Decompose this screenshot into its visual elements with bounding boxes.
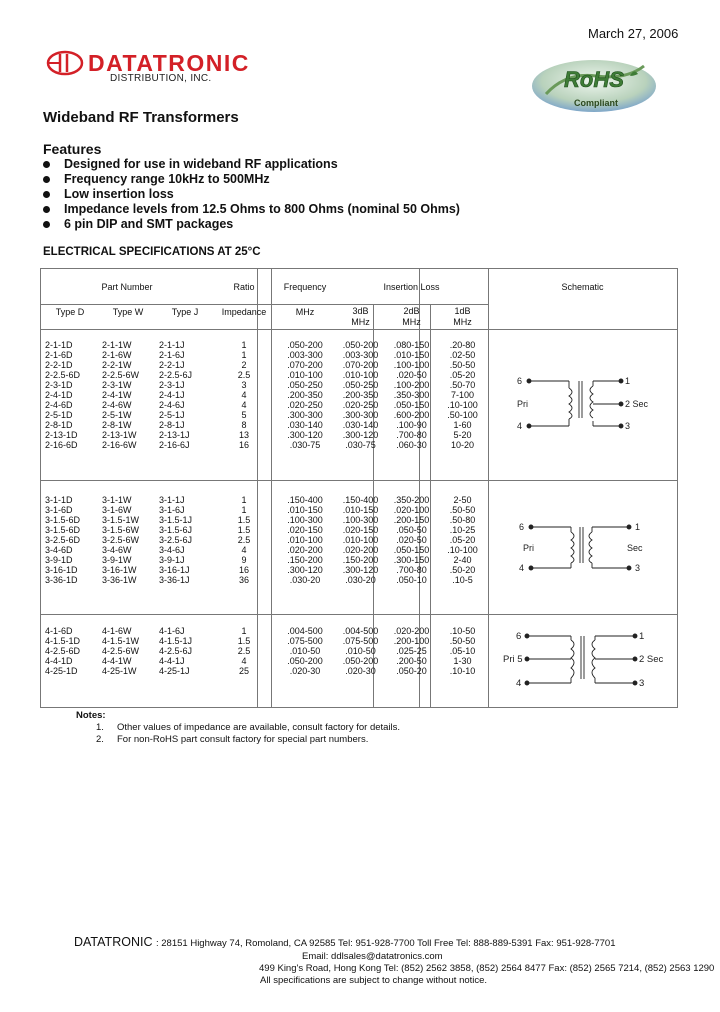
- column-type-w-group-2: [102, 495, 157, 585]
- table-cell: .004-500: [342, 626, 379, 636]
- table-cell: 7-100: [450, 390, 475, 400]
- table-cell: .10-100: [447, 545, 478, 555]
- table-cell: .10-25: [449, 525, 476, 535]
- table-cell: 2-2.5-6D: [45, 370, 81, 380]
- table-cell: 1.5: [237, 515, 251, 525]
- table-cell: .50-20: [449, 565, 476, 575]
- table-cell: 2-8-1D: [45, 420, 73, 430]
- table-cell: 3: [241, 380, 247, 390]
- table-cell: .060-30: [396, 440, 427, 450]
- table-cell: .050-250: [342, 380, 379, 390]
- table-cell: .070-200: [342, 360, 379, 370]
- table-cell: .05-20: [449, 535, 476, 545]
- table-cell: 2-3-1D: [45, 380, 73, 390]
- column-frequency-group-2: [275, 495, 335, 585]
- column-type-w-group-3: [102, 626, 157, 676]
- rohs-badge: [526, 54, 662, 118]
- table-cell: .700-80: [396, 430, 427, 440]
- table-cell: .030-75: [289, 440, 321, 450]
- table-cell: .030-20: [289, 575, 321, 585]
- table-cell: .010-150: [287, 505, 323, 515]
- table-cell: 2-1-1W: [102, 340, 132, 350]
- table-cell: 2-1-6W: [102, 350, 132, 360]
- table-cell: 16: [238, 440, 249, 450]
- table-cell: 4-25-1J: [159, 666, 190, 676]
- table-cell: .020-150: [287, 525, 323, 535]
- table-cell: .350-300: [393, 390, 430, 400]
- table-cell: .10-5: [452, 575, 473, 585]
- table-cell: 3-1-1D: [45, 495, 73, 505]
- company-logo-text: DATATRONIC: [88, 50, 250, 76]
- table-cell: 5-20: [453, 430, 472, 440]
- table-cell: 3-1-6D: [45, 505, 73, 515]
- table-cell: 2-5-1J: [159, 410, 185, 420]
- table-cell: .020-50: [396, 370, 427, 380]
- table-cell: 9: [241, 555, 247, 565]
- header-impedance: Impedance: [221, 307, 267, 317]
- header-il-2db: 2dB MHz: [402, 306, 421, 327]
- table-cell: 3-9-1W: [102, 555, 132, 565]
- table-cell: 25: [238, 666, 249, 676]
- table-cell: .030-20: [345, 575, 376, 585]
- table-cell: 2-4-1W: [102, 390, 132, 400]
- table-cell: 2.5: [237, 370, 251, 380]
- svg-text:Pri 5: Pri 5: [503, 654, 523, 665]
- table-cell: 1: [241, 626, 247, 636]
- header-frequency-unit: MHz: [295, 307, 315, 317]
- feature-item: 6 pin DIP and SMT packages: [43, 217, 460, 232]
- svg-text:4: 4: [519, 563, 525, 573]
- column-type-j-group-3: [159, 626, 213, 676]
- column-il-3db-group-3: [335, 626, 386, 676]
- table-cell: 4-1.5-1D: [45, 636, 81, 646]
- specs-heading: ELECTRICAL SPECIFICATIONS AT 25°C: [43, 246, 261, 258]
- table-cell: 3-1-1W: [102, 495, 132, 505]
- table-cell: .200-350: [342, 390, 379, 400]
- schematic-group-2: [519, 519, 669, 575]
- svg-text:1: 1: [639, 631, 645, 642]
- table-cell: .50-100: [447, 410, 478, 420]
- column-type-d-group-3: [45, 626, 99, 676]
- table-cell: .020-250: [342, 400, 379, 410]
- header-type-w: Type W: [112, 307, 144, 317]
- table-cell: 2-4-1J: [159, 390, 185, 400]
- table-cell: 4: [241, 390, 247, 400]
- table-cell: .300-150: [393, 555, 430, 565]
- table-cell: .010-100: [287, 370, 323, 380]
- table-cell: 2-2-1D: [45, 360, 73, 370]
- table-cell: 8: [241, 420, 247, 430]
- table-cell: .100-300: [287, 515, 323, 525]
- column-il-2db-group-1: [386, 340, 437, 450]
- table-cell: .150-200: [287, 555, 323, 565]
- table-cell: .050-200: [342, 340, 379, 350]
- table-cell: 3-1-1J: [159, 495, 185, 505]
- table-cell: 2-4-6J: [159, 400, 185, 410]
- table-cell: 2-16-6J: [159, 440, 190, 450]
- table-cell: .050-200: [287, 656, 323, 666]
- table-cell: 2-16-6D: [45, 440, 78, 450]
- table-cell: .50-50: [449, 360, 476, 370]
- page-title: Wideband RF Transformers: [43, 109, 239, 126]
- table-cell: 2-2-1W: [102, 360, 132, 370]
- notes-heading: Notes:: [76, 710, 106, 721]
- svg-text:6: 6: [517, 376, 523, 386]
- column-type-j-group-1: [159, 340, 213, 450]
- table-cell: .050-200: [342, 656, 379, 666]
- table-cell: .020-200: [342, 545, 379, 555]
- table-cell: 2-13-1D: [45, 430, 78, 440]
- footer-address-us: : 28151 Highway 74, Romoland, CA 92585 Tel: 951-928-7700 Toll Free Tel: 888-889-5391 Fax: 951-928-7701: [156, 938, 616, 949]
- table-cell: 3-36-1W: [102, 575, 137, 585]
- table-cell: 1-60: [453, 420, 472, 430]
- table-cell: 5: [241, 410, 247, 420]
- table-cell: .025-25: [396, 646, 427, 656]
- rohs-compliant-label: Compliant: [574, 98, 618, 108]
- column-ratio-group-1: [213, 340, 275, 450]
- table-cell: 2-13-1J: [159, 430, 190, 440]
- table-cell: .300-120: [342, 430, 379, 440]
- table-cell: .150-200: [342, 555, 379, 565]
- header-frequency: Frequency: [283, 282, 327, 292]
- company-logo-subtitle: DISTRIBUTION, INC.: [110, 73, 212, 84]
- table-cell: .200-150: [393, 515, 430, 525]
- table-cell: .05-10: [449, 646, 476, 656]
- table-cell: .030-75: [345, 440, 376, 450]
- table-cell: 4: [241, 656, 247, 666]
- svg-text:4: 4: [517, 421, 523, 431]
- table-cell: 2-3-1J: [159, 380, 185, 390]
- table-cell: .020-200: [287, 545, 323, 555]
- table-cell: 3-1.5-1J: [159, 515, 193, 525]
- header-insertion-loss: Insertion Loss: [383, 282, 440, 292]
- table-cell: .050-50: [396, 525, 427, 535]
- table-cell: .700-80: [396, 565, 427, 575]
- table-cell: .300-300: [287, 410, 323, 420]
- features-heading: Features: [43, 141, 102, 157]
- table-cell: .010-50: [345, 646, 376, 656]
- table-cell: 2-4-1D: [45, 390, 73, 400]
- table-cell: .300-120: [287, 565, 323, 575]
- table-cell: 2-1-6D: [45, 350, 73, 360]
- table-cell: .003-300: [287, 350, 323, 360]
- table-cell: 4-2.5-6D: [45, 646, 81, 656]
- svg-text:1: 1: [635, 522, 641, 532]
- table-cell: 2-2.5-6J: [159, 370, 193, 380]
- table-cell: .10-50: [449, 626, 476, 636]
- table-cell: 2.5: [237, 646, 251, 656]
- table-cell: .150-400: [287, 495, 323, 505]
- svg-text:2 Sec: 2 Sec: [639, 654, 664, 665]
- header-type-j: Type J: [171, 307, 199, 317]
- table-cell: 4-1-6J: [159, 626, 185, 636]
- table-cell: 3-9-1J: [159, 555, 185, 565]
- footer-email: Email: ddlsales@datatronics.com: [302, 951, 443, 962]
- footer-company: DATATRONIC: [74, 935, 153, 949]
- table-cell: 3-9-1D: [45, 555, 73, 565]
- table-cell: 3-2.5-6D: [45, 535, 81, 545]
- table-cell: .020-100: [393, 505, 430, 515]
- table-cell: 36: [238, 575, 249, 585]
- table-cell: 3-1.5-1W: [102, 515, 140, 525]
- table-cell: .10-100: [447, 400, 478, 410]
- table-cell: .200-50: [396, 656, 427, 666]
- table-cell: 2-16-6W: [102, 440, 137, 450]
- svg-text:3: 3: [639, 678, 645, 689]
- table-cell: 2-40: [453, 555, 472, 565]
- column-ratio-group-3: [213, 626, 275, 676]
- table-cell: 3-1.5-6D: [45, 525, 81, 535]
- header-il-3db: 3dB MHz: [351, 306, 370, 327]
- header-type-d: Type D: [55, 307, 85, 317]
- svg-text:1: 1: [625, 376, 631, 386]
- table-cell: 3-4-6W: [102, 545, 132, 555]
- table-cell: .300-120: [287, 430, 323, 440]
- table-cell: 4-2.5-6J: [159, 646, 193, 656]
- column-il-2db-group-2: [386, 495, 437, 585]
- table-cell: .003-300: [342, 350, 379, 360]
- svg-text:3: 3: [625, 421, 631, 431]
- table-cell: 4-2.5-6W: [102, 646, 140, 656]
- table-cell: .020-200: [393, 626, 430, 636]
- table-cell: .10-10: [449, 666, 476, 676]
- table-cell: 3-1.5-6D: [45, 515, 81, 525]
- column-il-1db-group-3: [437, 626, 488, 676]
- table-cell: .020-30: [289, 666, 321, 676]
- table-cell: 4-4-1J: [159, 656, 185, 666]
- table-cell: 2-1-1J: [159, 340, 185, 350]
- table-cell: 3-1.5-6W: [102, 525, 140, 535]
- table-cell: .300-300: [342, 410, 379, 420]
- header-ratio: Ratio: [233, 282, 255, 292]
- table-cell: 3-2.5-6J: [159, 535, 193, 545]
- footer-disclaimer: All specifications are subject to change without notice.: [260, 975, 488, 986]
- column-type-j-group-2: [159, 495, 213, 585]
- table-cell: .030-140: [287, 420, 323, 430]
- table-cell: 3-1-6W: [102, 505, 132, 515]
- svg-text:Sec: Sec: [627, 543, 643, 553]
- table-cell: 16: [238, 565, 249, 575]
- table-cell: .075-500: [287, 636, 323, 646]
- table-cell: .020-30: [345, 666, 376, 676]
- table-cell: .030-140: [342, 420, 379, 430]
- column-il-1db-group-2: [437, 495, 488, 585]
- svg-text:6: 6: [516, 631, 522, 642]
- column-type-d-group-2: [45, 495, 99, 585]
- column-il-1db-group-1: [437, 340, 488, 450]
- table-cell: .020-150: [342, 525, 379, 535]
- feature-item: Frequency range 10kHz to 500MHz: [43, 172, 460, 187]
- table-cell: .080-150: [393, 340, 430, 350]
- table-cell: 2-4-6D: [45, 400, 73, 410]
- column-il-2db-group-3: [386, 626, 437, 676]
- table-cell: .20-80: [449, 340, 476, 350]
- table-cell: 2-3-1W: [102, 380, 132, 390]
- table-cell: .200-100: [393, 636, 430, 646]
- table-cell: .50-50: [449, 636, 476, 646]
- feature-item: Designed for use in wideband RF applications: [43, 157, 460, 172]
- table-cell: 4-4-1W: [102, 656, 132, 666]
- table-cell: 13: [238, 430, 249, 440]
- header-schematic: Schematic: [561, 282, 604, 292]
- table-cell: 3-1.5-6J: [159, 525, 193, 535]
- table-cell: .050-150: [393, 545, 430, 555]
- table-cell: 4-1-6D: [45, 626, 73, 636]
- table-cell: .02-50: [449, 350, 476, 360]
- svg-text:Pri: Pri: [517, 399, 528, 409]
- table-cell: .050-200: [287, 340, 323, 350]
- table-cell: .020-50: [396, 535, 427, 545]
- table-cell: 2-8-1W: [102, 420, 132, 430]
- table-cell: 3-2.5-6W: [102, 535, 140, 545]
- table-cell: .50-70: [449, 380, 476, 390]
- table-cell: .020-250: [287, 400, 323, 410]
- table-cell: 2.5: [237, 535, 251, 545]
- table-cell: 4-1.5-1J: [159, 636, 193, 646]
- table-cell: .100-100: [393, 360, 430, 370]
- footer-address-hk: 499 King's Road, Hong Kong Tel: (852) 2562 3858, (852) 2564 8477 Fax: (852) 2565 7214, (852) 2563 1290: [259, 963, 715, 974]
- table-cell: .350-200: [393, 495, 430, 505]
- schematic-group-3: [501, 627, 671, 691]
- column-ratio-group-2: [213, 495, 275, 585]
- table-cell: 1: [241, 505, 247, 515]
- table-cell: 1: [241, 350, 247, 360]
- table-cell: .070-200: [287, 360, 323, 370]
- document-date: March 27, 2006: [588, 26, 679, 41]
- features-list: [43, 157, 460, 232]
- table-cell: 2-2-1J: [159, 360, 185, 370]
- column-type-w-group-1: [102, 340, 157, 450]
- table-cell: 1-30: [453, 656, 472, 666]
- table-cell: .050-150: [393, 400, 430, 410]
- table-cell: .300-120: [342, 565, 379, 575]
- table-cell: 1.5: [237, 525, 251, 535]
- svg-text:2 Sec: 2 Sec: [625, 399, 649, 409]
- datatronic-logo-icon: [46, 50, 84, 76]
- table-cell: .010-50: [289, 646, 321, 656]
- specs-table: [40, 268, 678, 708]
- table-cell: .010-100: [342, 535, 379, 545]
- table-cell: .50-50: [449, 505, 476, 515]
- table-cell: .050-20: [396, 666, 427, 676]
- table-cell: 3-16-1J: [159, 565, 190, 575]
- table-cell: .100-200: [393, 380, 430, 390]
- table-cell: .100-300: [342, 515, 379, 525]
- header-il-1db: 1dB MHz: [453, 306, 472, 327]
- table-cell: 1: [241, 495, 247, 505]
- table-cell: 2: [241, 360, 247, 370]
- svg-text:Pri: Pri: [523, 543, 534, 553]
- table-cell: 3-4-6J: [159, 545, 185, 555]
- table-cell: .05-20: [449, 370, 476, 380]
- table-cell: 2-13-1W: [102, 430, 137, 440]
- header-part-number: Part Number: [101, 282, 153, 292]
- column-il-3db-group-2: [335, 495, 386, 585]
- svg-text:3: 3: [635, 563, 641, 573]
- table-cell: 4-25-1D: [45, 666, 78, 676]
- table-cell: .50-80: [449, 515, 476, 525]
- table-cell: .050-250: [287, 380, 323, 390]
- column-type-d-group-1: [45, 340, 99, 450]
- feature-item: Low insertion loss: [43, 187, 460, 202]
- table-cell: .200-350: [287, 390, 323, 400]
- table-cell: 2-2.5-6W: [102, 370, 140, 380]
- table-cell: .050-10: [396, 575, 427, 585]
- table-cell: 2-5-1D: [45, 410, 73, 420]
- svg-text:4: 4: [516, 678, 522, 689]
- table-cell: .010-100: [287, 535, 323, 545]
- feature-item: Impedance levels from 12.5 Ohms to 800 Ohms (nominal 50 Ohms): [43, 202, 460, 217]
- table-cell: 4: [241, 545, 247, 555]
- table-cell: 3-16-1W: [102, 565, 137, 575]
- table-cell: 2-1-6J: [159, 350, 185, 360]
- table-cell: 4-25-1W: [102, 666, 137, 676]
- table-cell: 3-16-1D: [45, 565, 78, 575]
- table-cell: .100-90: [396, 420, 427, 430]
- table-cell: 3-36-1D: [45, 575, 78, 585]
- schematic-group-1: [517, 374, 667, 438]
- table-cell: .010-150: [342, 505, 379, 515]
- table-cell: 2-50: [453, 495, 472, 505]
- table-cell: 3-36-1J: [159, 575, 190, 585]
- table-cell: .010-150: [393, 350, 430, 360]
- table-cell: 4-4-1D: [45, 656, 73, 666]
- table-cell: .600-200: [393, 410, 430, 420]
- table-cell: 10-20: [450, 440, 475, 450]
- table-cell: 4: [241, 400, 247, 410]
- table-cell: 3-1-6J: [159, 505, 185, 515]
- column-il-3db-group-1: [335, 340, 386, 450]
- column-frequency-group-1: [275, 340, 335, 450]
- table-cell: .150-400: [342, 495, 379, 505]
- table-cell: .004-500: [287, 626, 323, 636]
- column-frequency-group-3: [275, 626, 335, 676]
- table-cell: 2-5-1W: [102, 410, 132, 420]
- table-cell: 3-4-6D: [45, 545, 73, 555]
- table-cell: 1.5: [237, 636, 251, 646]
- table-cell: 4-1.5-1W: [102, 636, 140, 646]
- rohs-label: RoHS: [564, 67, 624, 92]
- table-cell: 2-8-1J: [159, 420, 185, 430]
- table-cell: .010-100: [342, 370, 379, 380]
- table-cell: .075-500: [342, 636, 379, 646]
- table-cell: 4-1-6W: [102, 626, 132, 636]
- table-cell: 2-1-1D: [45, 340, 73, 350]
- table-cell: 1: [241, 340, 247, 350]
- svg-text:6: 6: [519, 522, 525, 532]
- table-cell: 2-4-6W: [102, 400, 132, 410]
